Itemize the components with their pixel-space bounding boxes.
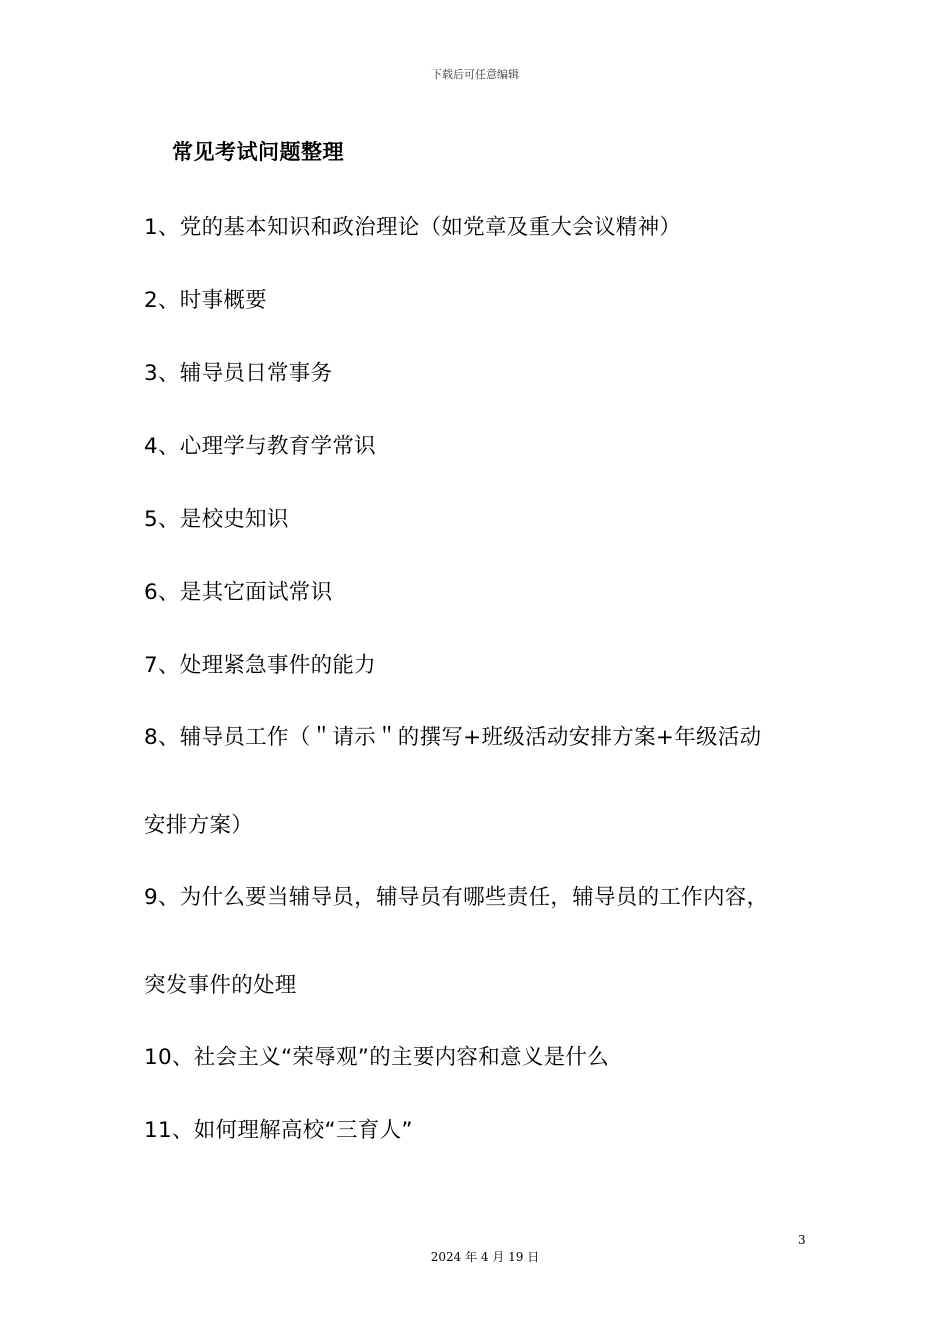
header-note: 下载后可任意编辑 — [431, 68, 519, 81]
list-item-3: 3、辅导员日常事务 — [144, 361, 333, 386]
list-item-7: 7、处理紧急事件的能力 — [144, 653, 376, 678]
list-item-6: 6、是其它面试常识 — [144, 580, 333, 605]
list-item-11: 11、如何理解高校“三育人” — [144, 1118, 413, 1143]
list-item-1: 1、党的基本知识和政治理论（如党章及重大会议精神） — [144, 215, 682, 240]
list-item-9-continued: 突发事件的处理 — [144, 973, 297, 998]
footer-date: 2024 年 4 月 19 日 — [430, 1250, 540, 1264]
page-number: 3 — [798, 1233, 806, 1247]
list-item-9: 9、为什么要当辅导员，辅导员有哪些责任，辅导员的工作内容， — [144, 885, 769, 910]
list-item-4: 4、心理学与教育学常识 — [144, 434, 376, 459]
document-title: 常见考试问题整理 — [172, 140, 344, 164]
list-item-5: 5、是校史知识 — [144, 507, 289, 532]
list-item-2: 2、时事概要 — [144, 288, 267, 313]
list-item-10: 10、社会主义“荣辱观”的主要内容和意义是什么 — [144, 1045, 610, 1070]
list-item-8: 8、辅导员工作（＂请示＂的撰写+班级活动安排方案+年级活动 — [144, 725, 762, 750]
list-item-8-continued: 安排方案） — [144, 813, 254, 838]
